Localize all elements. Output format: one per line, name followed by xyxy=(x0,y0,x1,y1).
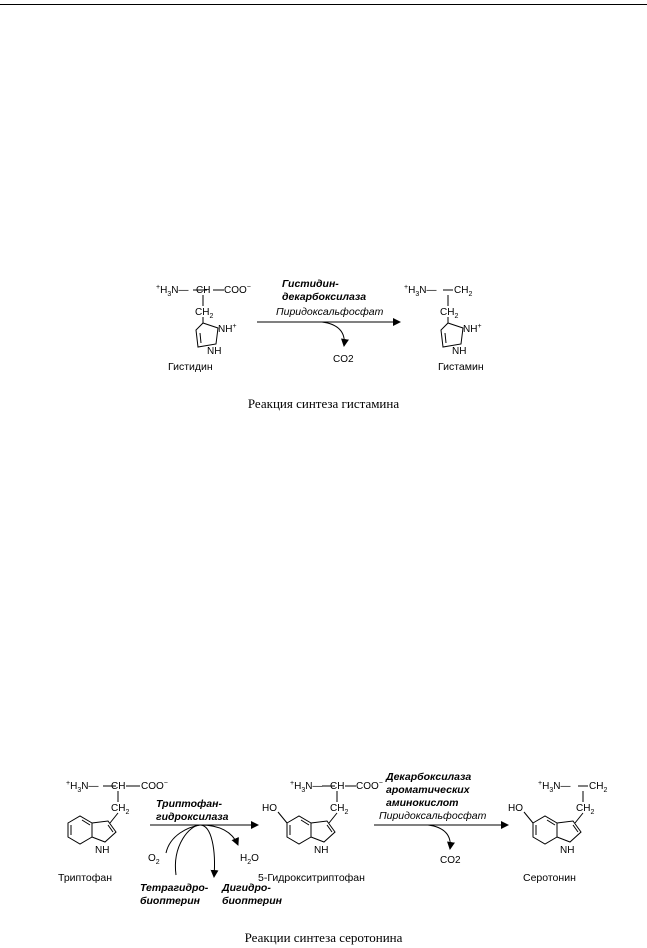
tryptophan-amino-label: $^+H_3N—$ xyxy=(66,780,99,794)
tryptophan-ch2-label: $CH_2$ xyxy=(111,803,130,816)
tryptophan-name: Триптофан xyxy=(58,872,113,884)
enzyme1-line1: Триптофан- xyxy=(156,798,222,810)
histidine-nh-plus-label: NH+ xyxy=(218,323,237,335)
co2-label-2: CO2 xyxy=(440,855,461,866)
enzyme1-line2: гидроксилаза xyxy=(156,811,229,823)
top-rule xyxy=(0,4,647,5)
histidine-nh-label: NH xyxy=(207,346,222,357)
histamine-nh-label: NH xyxy=(452,346,467,357)
enzyme2-line3: аминокислот xyxy=(386,797,459,809)
histamine-caption: Реакция синтеза гистамина xyxy=(247,396,400,411)
cofactor-label: Пиридоксальфосфат xyxy=(276,306,384,318)
cofactor2-label: Пиридоксальфосфат xyxy=(379,810,487,822)
histamine-figure xyxy=(0,270,647,385)
h2o-label: $H_2O$ xyxy=(240,853,259,866)
biopterin-cycle-curve xyxy=(175,825,214,877)
serotonin-caption: Реакции синтеза серотонина xyxy=(244,930,403,945)
tryptophan-nh-label: NH xyxy=(95,845,110,856)
enzyme-name-line1: Гистидин- xyxy=(282,278,339,290)
histamine-amino-label: $^+H_3N—$ xyxy=(404,284,437,298)
enzyme2-line2: ароматических xyxy=(386,784,470,796)
tetrahydrobiopterin-line1: Тетрагидро- xyxy=(140,882,209,894)
tryptophan-coo-label: COO− xyxy=(141,780,168,792)
tryptophan-ch-label: CH xyxy=(111,781,126,792)
histidine-ch2-label: $CH_2$ xyxy=(195,307,214,320)
serotonin-scheme xyxy=(0,765,647,920)
serotonin-ch2-label: $CH_2$ xyxy=(576,803,595,816)
co2-label: CO2 xyxy=(333,354,354,365)
histidine-ch-label: CH xyxy=(196,285,211,296)
hydroxytryptophan-name: 5-Гидрокситриптофан xyxy=(258,872,365,884)
hydroxytryptophan-amino-label: $^+H_3N—$ xyxy=(290,780,323,794)
serotonin-amino-label: $^+H_3N—$ xyxy=(538,780,571,794)
co2-release-arrow xyxy=(322,322,344,346)
hydroxytryptophan-nh-label: NH xyxy=(314,845,329,856)
serotonin-ch2-top-label: $CH_2$ xyxy=(589,781,608,794)
o2-label: $O_2$ xyxy=(148,853,160,866)
h2o-out-curve xyxy=(200,825,238,845)
histamine-name: Гистамин xyxy=(438,361,484,373)
histamine-structure xyxy=(441,290,463,347)
hydroxytryptophan-ch2-label: $CH_2$ xyxy=(330,803,349,816)
histidine-name: Гистидин xyxy=(168,361,213,373)
co2-release-arrow-2 xyxy=(428,825,450,849)
hydroxytryptophan-ch-label: CH xyxy=(330,781,345,792)
serotonin-name: Серотонин xyxy=(523,872,576,884)
histamine-nh-plus-label: NH+ xyxy=(463,323,482,335)
serotonin-structure xyxy=(524,786,588,844)
histamine-scheme xyxy=(0,270,647,385)
enzyme-name-line2: декарбоксилаза xyxy=(282,291,367,303)
histamine-ch2-label: $CH_2$ xyxy=(440,307,459,320)
hydroxytryptophan-coo-label: COO− xyxy=(356,780,383,792)
histidine-coo-label: COO− xyxy=(224,284,251,296)
hydroxytryptophan-ho-label: HO xyxy=(262,803,277,814)
serotonin-nh-label: NH xyxy=(560,845,575,856)
serotonin-figure xyxy=(0,765,647,920)
serotonin-ho-label: HO xyxy=(508,803,523,814)
tetrahydrobiopterin-line2: биоптерин xyxy=(140,895,200,907)
histamine-ch2-top-label: $CH_2$ xyxy=(454,285,473,298)
dihydrobiopterin-line1: Дигидро- xyxy=(222,882,271,894)
histidine-amino-label: $^+H_3N—$ xyxy=(156,284,189,298)
enzyme2-line1: Декарбоксилаза xyxy=(386,771,472,783)
dihydrobiopterin-line2: биоптерин xyxy=(222,895,282,907)
